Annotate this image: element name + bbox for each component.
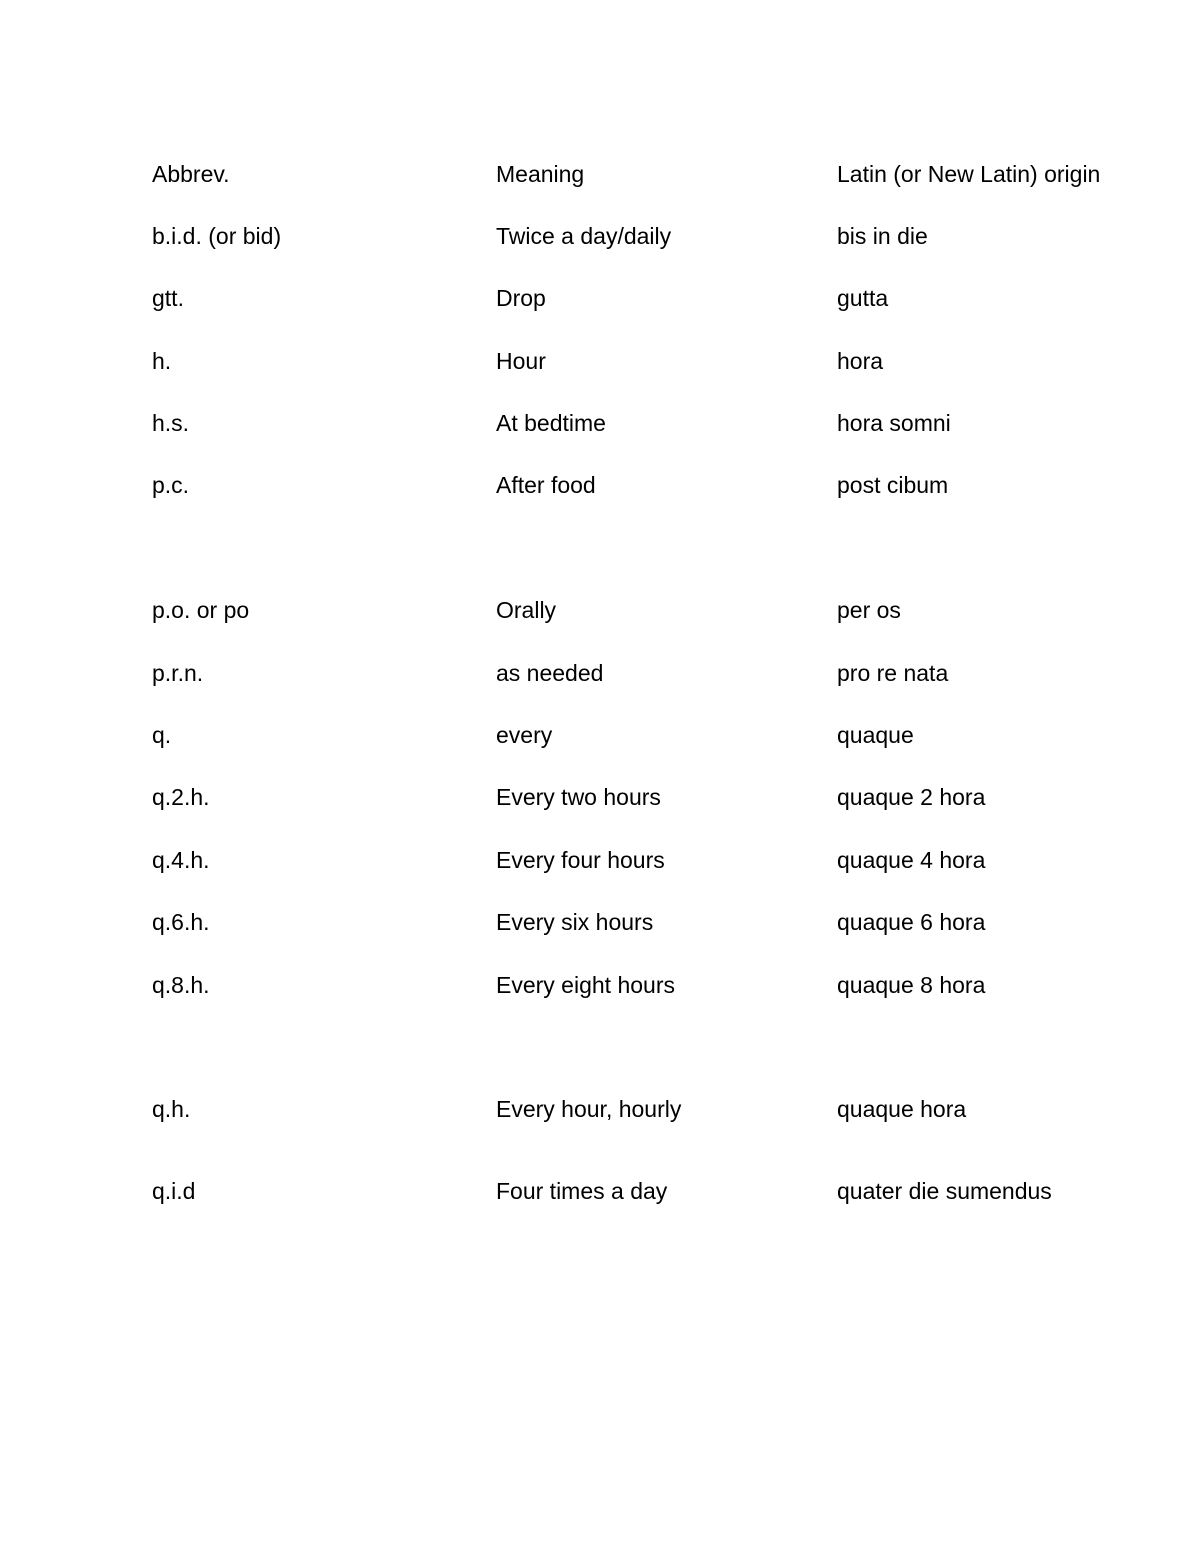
table-row [0,717,1200,753]
table-row [0,904,1200,940]
table-row [0,655,1200,691]
origin-cell: quater die sumendus [837,1178,1052,1204]
table-row [0,467,1200,503]
table-row [0,779,1200,815]
meaning-cell: Four times a day [496,1178,668,1204]
meaning-cell: Every six hours [496,909,654,935]
meaning-cell: as needed [496,660,604,686]
origin-cell: hora [837,348,884,374]
origin-cell: gutta [837,285,889,311]
origin-cell: quaque 8 hora [837,972,986,998]
origin-cell: pro re nata [837,660,949,686]
abbrev-cell: h. [152,348,172,374]
meaning-cell: Drop [496,285,546,311]
table-row [0,967,1200,1003]
table-row [0,1091,1200,1127]
meaning-cell: After food [496,472,596,498]
header-abbrev: Abbrev. [152,161,230,187]
origin-cell: hora somni [837,410,951,436]
table-row [0,343,1200,379]
abbrev-cell: q.h. [152,1096,191,1122]
meaning-cell: Every eight hours [496,972,675,998]
meaning-cell: Hour [496,348,546,374]
origin-cell: quaque 4 hora [837,847,986,873]
table-row [0,1173,1200,1209]
table-row [0,842,1200,878]
meaning-cell: Every two hours [496,784,661,810]
header-origin: Latin (or New Latin) origin [837,161,1101,187]
abbrev-cell: p.c. [152,472,190,498]
origin-cell: quaque hora [837,1096,967,1122]
table-row [0,280,1200,316]
abbrev-cell: q.2.h. [152,784,210,810]
meaning-cell: Every four hours [496,847,665,873]
abbrev-cell: b.i.d. (or bid) [152,223,282,249]
meaning-cell: Twice a day/daily [496,223,672,249]
abbrev-cell: q.8.h. [152,972,210,998]
meaning-cell: every [496,722,553,748]
origin-cell: bis in die [837,223,928,249]
abbrev-cell: q.i.d [152,1178,196,1204]
header-meaning: Meaning [496,161,585,187]
table-row [0,592,1200,628]
abbrev-cell: gtt. [152,285,184,311]
origin-cell: per os [837,597,901,623]
abbrev-cell: q.6.h. [152,909,210,935]
abbrev-cell: p.r.n. [152,660,204,686]
meaning-cell: Orally [496,597,557,623]
meaning-cell: Every hour, hourly [496,1096,682,1122]
table-row [0,405,1200,441]
table-header-row [0,156,1200,192]
abbrev-cell: q.4.h. [152,847,210,873]
abbrev-cell: p.o. or po [152,597,250,623]
origin-cell: quaque 6 hora [837,909,986,935]
origin-cell: post cibum [837,472,949,498]
origin-cell: quaque 2 hora [837,784,986,810]
origin-cell: quaque [837,722,914,748]
abbrev-cell: h.s. [152,410,190,436]
abbrev-cell: q. [152,722,172,748]
table-row [0,218,1200,254]
meaning-cell: At bedtime [496,410,606,436]
